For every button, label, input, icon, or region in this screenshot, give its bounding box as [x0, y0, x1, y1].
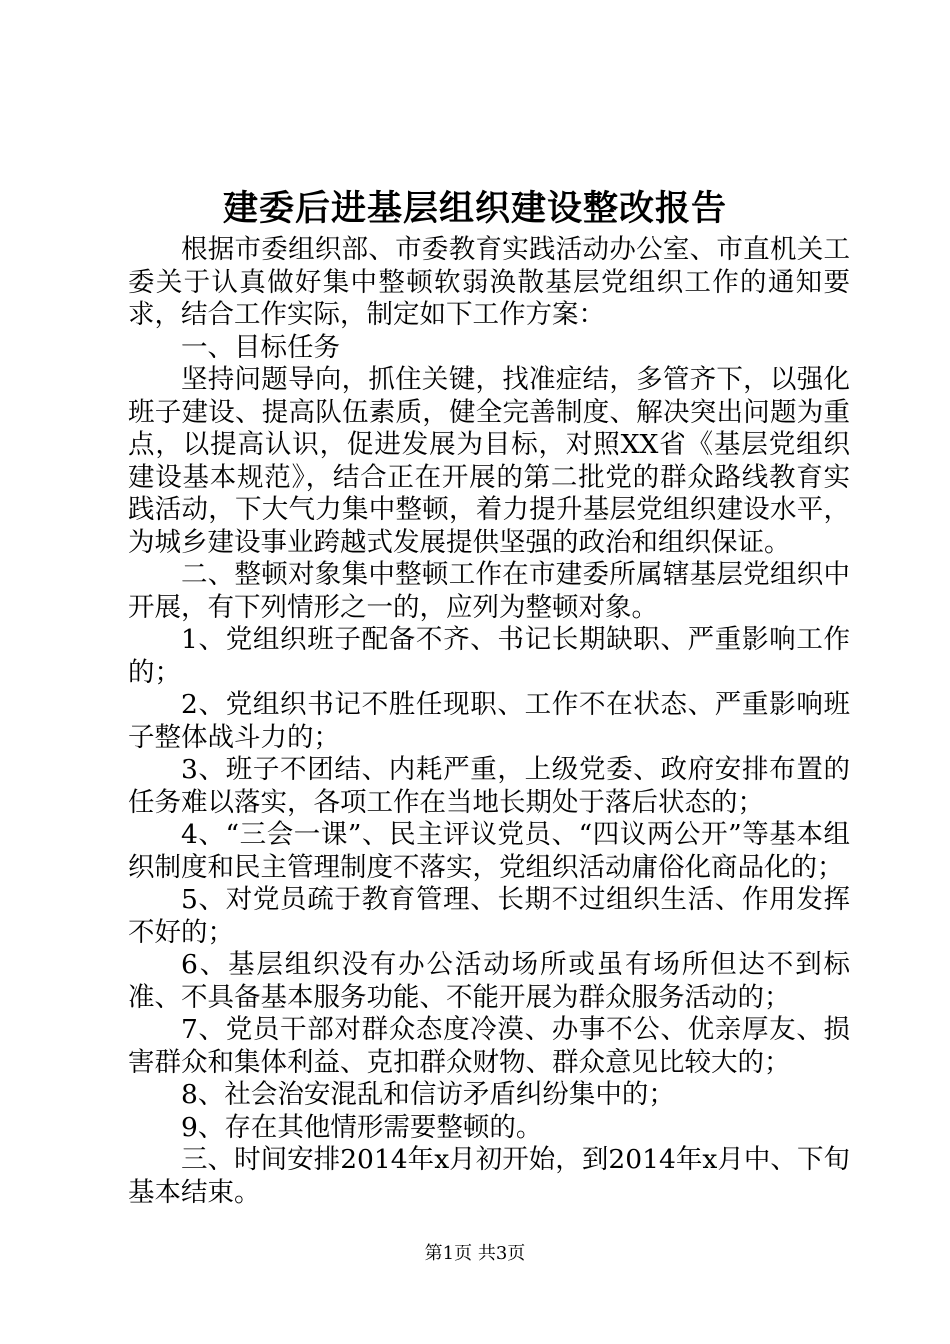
list-item-9: 9、存在其他情形需要整顿的。: [181, 1111, 543, 1143]
section-heading-schedule: 三、时间安排2014年x月初开始，到2014年x月中、下旬基本结束。: [128, 1144, 850, 1208]
section-heading-goals: 一、目标任务: [181, 331, 340, 363]
document-title: 建委后进基层组织建设整改报告: [222, 188, 727, 229]
list-item-6: 6、基层组织没有办公活动场所或虽有场所但达不到标准、不具备基本服务功能、不能开展为群众服务活动的；: [128, 949, 850, 1013]
page-number-footer: 第1页 共3页: [424, 1243, 526, 1264]
document-body: [128, 234, 850, 1209]
list-item-4: 4、“三会一课”、民主评议党员、“四议两公开”等基本组织制度和民主管理制度不落实，党组织活动庸俗化商品化的；: [128, 819, 850, 883]
list-item-8: 8、社会治安混乱和信访矛盾纠纷集中的；: [181, 1079, 675, 1110]
section-heading-targets: 二、整顿对象集中整顿工作在市建委所属辖基层党组织中开展，有下列情形之一的，应列为整顿对象。: [128, 559, 850, 623]
intro-paragraph: 根据市委组织部、市委教育实践活动办公室、市直机关工委关于认真做好集中整顿软弱涣散基层党组织工作的通知要求，结合工作实际，制定如下工作方案：: [128, 234, 850, 330]
list-item-1: 1、党组织班子配备不齐、书记长期缺职、严重影响工作的；: [128, 624, 850, 688]
list-item-2: 2、党组织书记不胜任现职、工作不在状态、严重影响班子整体战斗力的；: [128, 689, 850, 753]
list-item-7: 7、党员干部对群众态度冷漠、办事不公、优亲厚友、损害群众和集体利益、克扣群众财物、群众意见比较大的；: [128, 1014, 850, 1078]
goals-paragraph: 坚持问题导向，抓住关键，找准症结，多管齐下，以强化班子建设、提高队伍素质，健全完善制度、解决突出问题为重点，以提高认识，促进发展为目标，对照XX省《基层党组织建设基本规范》，结合正在开展的第二批党的群众路线教育实践活动，下大气力集中整顿，着力提升基层党组织建设水平，为城乡建设事业跨越式发展提供坚强的政治和组织保证。: [128, 364, 850, 558]
list-item-3: 3、班子不团结、内耗严重，上级党委、政府安排布置的任务难以落实，各项工作在当地长期处于落后状态的；: [128, 754, 850, 818]
list-item-5: 5、对党员疏于教育管理、长期不过组织生活、作用发挥不好的；: [128, 884, 850, 948]
